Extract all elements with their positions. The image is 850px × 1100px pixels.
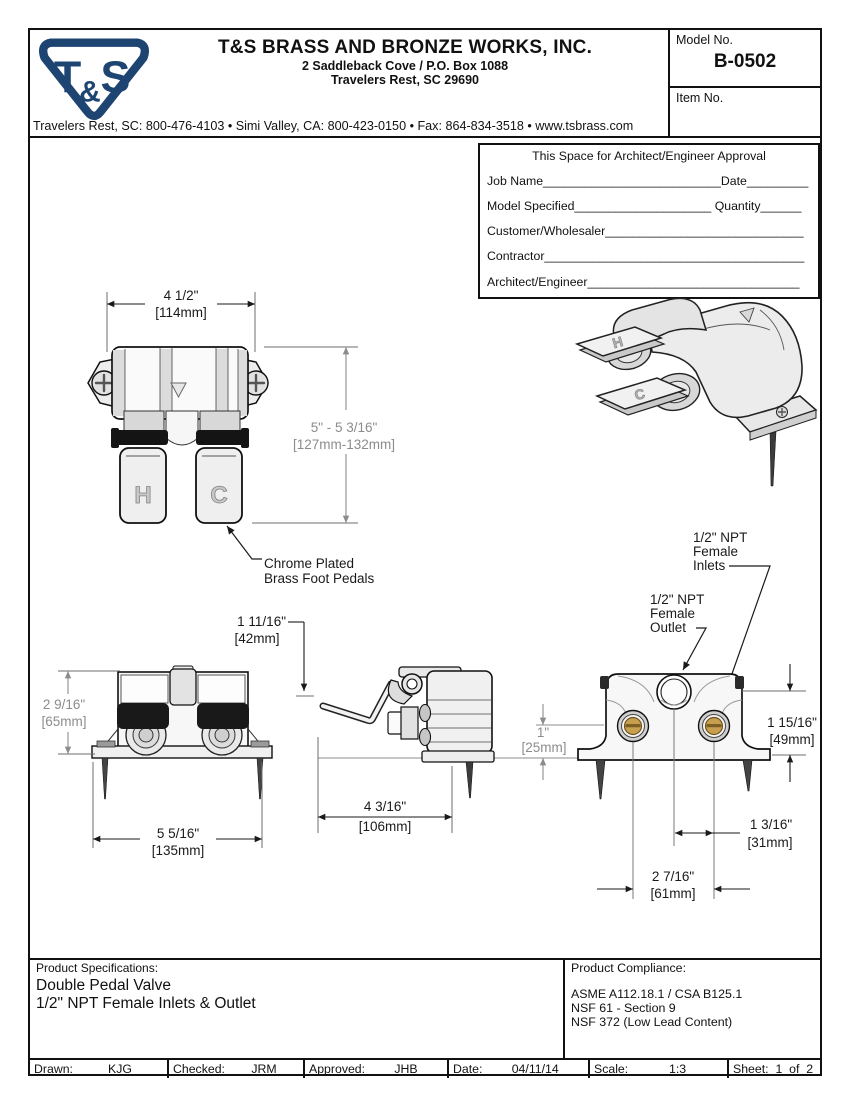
pedal-note-line1: Chrome Plated [264,556,355,571]
top-height-dim-mm: [65mm] [41,714,87,729]
side-depth-dim-in: 4 3/16" [363,799,407,814]
side-view [234,614,494,834]
approval-job-name-line: Job Name__________________________Date_________ [487,174,809,188]
address-line-1: 2 Saddleback Cove / P.O. Box 1088 [301,59,509,73]
scale-value: 1:3 [669,1062,687,1076]
side-pedal-dim-mm: [42mm] [234,631,280,646]
company-name: T&S BRASS AND BRONZE WORKS, INC. [217,37,593,58]
model-item-divider [670,86,820,88]
approval-customer-line: Customer/Wholesaler_____________________________ [487,224,804,238]
specs-box [36,961,256,1013]
model-no-value: B-0502 [713,51,777,72]
inlet-port-left [618,711,649,742]
back-view [512,530,817,901]
iso-pedal-hot-letter: H [610,333,625,352]
header-divider [30,136,820,138]
checked-value: JRM [251,1062,277,1076]
pedal-hot-letter: H [134,482,152,509]
mounting-spike [770,432,776,486]
mounting-spike [466,762,473,798]
scale-label: Scale: [594,1062,629,1076]
side-pedal-dim-in: 1 11/16" [237,614,286,629]
top-view [31,666,272,858]
title-bar-approved [305,1060,449,1078]
title-bar-date [449,1060,590,1078]
pedal-band-left [116,430,168,445]
outlet-label-line2: Female [650,606,696,621]
inlet-height-dim-mm: [25mm] [521,740,567,755]
inlet-spacing-dim-in: 2 7/16" [651,869,695,884]
valve-body-side [427,671,492,753]
approval-title: This Space for Architect/Engineer Approval [532,149,766,163]
address-line-2: Travelers Rest, SC 29690 [330,73,480,87]
mounting-flange [92,746,272,758]
front-height-dim-mm: [127mm-132mm] [292,437,396,452]
pedal-cold-letter: C [210,482,228,509]
title-bar-checked [169,1060,305,1078]
contact-line: Travelers Rest, SC: 800-476-4103 • Simi Valley, CA: 800-423-0150 • Fax: 864-834-3518 • www.tsbrass.com [33,119,634,133]
iso-view [577,298,816,486]
inlets-label-line3: Inlets [693,558,726,573]
item-no-label: Item No. [676,91,724,105]
ts-logo-icon [38,36,150,124]
front-width-dim-mm: [114mm] [155,305,207,320]
approved-value: JHB [394,1062,418,1076]
title-bar-drawn [30,1060,169,1078]
inlet-spacing-dim-mm: [61mm] [650,886,696,901]
pedal-pad-right [197,703,249,729]
title-bar [30,1058,820,1078]
front-width-dim-in: 4 1/2" [163,288,199,303]
checked-label: Checked: [173,1062,225,1076]
approval-contractor-line: Contractor______________________________________ [487,249,805,263]
outlet-label-line3: Outlet [650,620,687,635]
approved-label: Approved: [309,1062,366,1076]
specs-line-1: Double Pedal Valve [36,977,171,994]
specs-compliance-divider [563,960,565,1058]
compliance-line-1: ASME A112.18.1 / CSA B125.1 [571,987,743,1001]
mounting-spike [596,760,605,799]
outlet-offset-dim-mm: [31mm] [747,835,793,850]
top-width-dim-mm: [135mm] [151,843,205,858]
svg-text:&: & [79,75,101,109]
svg-text:T: T [53,52,82,103]
compliance-title: Product Compliance: [571,961,687,975]
compliance-line-2: NSF 61 - Section 9 [571,1001,676,1015]
body-height-dim-in: 1 15/16" [767,715,817,730]
pedal-band-right [196,430,248,445]
body-height-dim-mm: [49mm] [769,732,815,747]
date-label: Date: [453,1062,483,1076]
inlet-port-right [699,711,730,742]
compliance-line-3: NSF 372 (Low Lead Content) [571,1015,733,1029]
specs-line-2: 1/2" NPT Female Inlets & Outlet [36,995,256,1012]
mounting-flange [422,751,494,762]
approval-architect-line: Architect/Engineer_______________________________ [487,275,800,289]
inlets-label-line2: Female [693,544,739,559]
top-width-dim-in: 5 5/16" [156,826,200,841]
drawing-area [30,140,820,956]
outlet-offset-dim-in: 1 3/16" [749,817,793,832]
sheet-value: 1 of 2 [775,1062,814,1076]
inlets-label-line1: 1/2" NPT [693,530,748,545]
drawn-label: Drawn: [34,1062,73,1076]
model-no-label: Model No. [676,33,733,47]
approval-model-specified-line: Model Specified____________________ Quantity______ [487,199,802,213]
title-bar-scale [590,1060,729,1078]
outlet-label-line1: 1/2" NPT [650,592,705,607]
side-depth-dim-mm: [106mm] [358,819,412,834]
date-value: 04/11/14 [511,1062,559,1076]
mounting-spike [743,760,752,791]
title-bar-sheet [729,1060,820,1078]
front-view [88,288,411,586]
inlet-height-dim-in: 1" [536,725,550,740]
specs-title: Product Specifications: [36,961,159,975]
iso-pedal-cold-letter: C [632,385,647,404]
mounting-spike [102,758,108,799]
pedal-note-line2: Brass Foot Pedals [264,571,375,586]
sheet-label: Sheet: [733,1062,769,1076]
svg-text:S: S [100,52,131,103]
compliance-box [571,961,742,1029]
top-height-dim-in: 2 9/16" [42,697,86,712]
pedal-pad-left [117,703,169,729]
drawn-value: KJG [108,1062,132,1076]
front-height-dim-in: 5" - 5 3/16" [310,420,378,435]
outlet-stub [388,712,402,734]
specs-top-divider [30,958,820,960]
